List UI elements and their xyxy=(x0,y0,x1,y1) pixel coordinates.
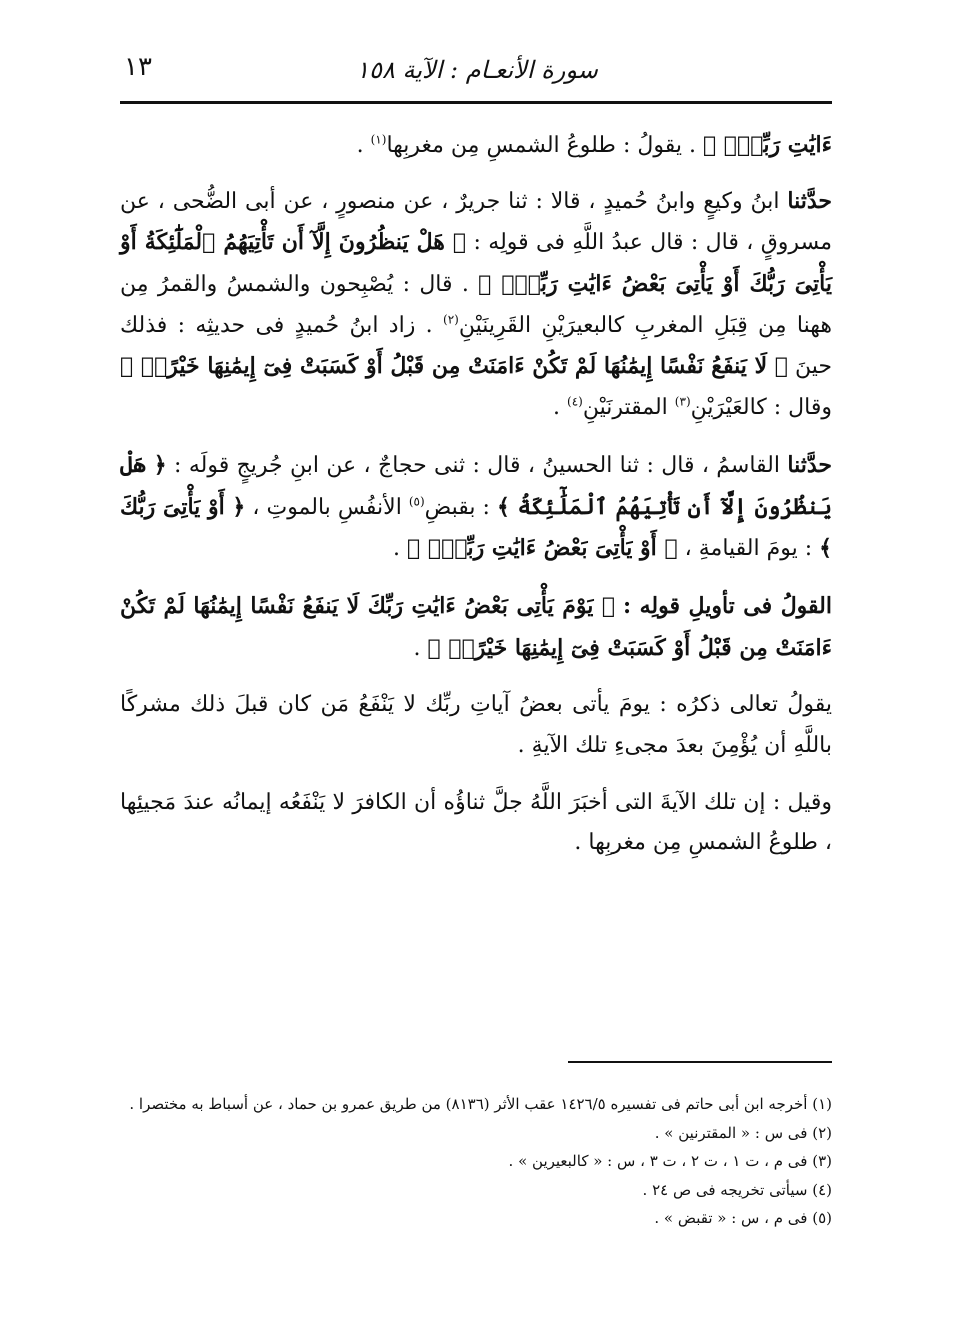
paragraph xyxy=(120,783,832,864)
footnote: (٣) فى م ، ت ١ ، ت ٢ ، ت ٣ ، س : « كالبعيرين » . xyxy=(508,1152,832,1170)
text-run: . يقولُ : طلوعُ الشمسِ مِن مغربِها xyxy=(386,133,703,158)
text-run: . xyxy=(553,395,568,421)
footnote-separator xyxy=(568,1061,832,1063)
footnote-marker: (٥) xyxy=(408,494,425,509)
text-run: وقال : كالعَيْرَيْنِ xyxy=(690,395,832,421)
text-run: . xyxy=(413,635,428,661)
paragraph-lead: القولُ فى تأويلِ قولِه : xyxy=(622,592,832,619)
paragraph xyxy=(120,181,832,429)
paragraph-lead: حدَّثنا xyxy=(787,187,832,214)
quran-quote: ﴿ أَوْ يَأْتِىَ بَعْضُ ءَايَٰتِ رَبِّكَۗ ﴾ xyxy=(407,535,678,562)
text-run: : يومَ القيامةِ ، xyxy=(677,536,820,562)
footnote-marker: (٢) xyxy=(443,312,459,327)
running-title: سورة الأنعـام : الآية ١٥٨ xyxy=(356,56,598,84)
footnote: (٢) فى س : « المقترنين » . xyxy=(654,1123,832,1142)
footnote: (١) أخرجه ابن أبى حاتم فى تفسيره ١٤٢٦/٥ عقب الأثر (٨١٣٦) من طريق عمرو بن حماد ، عن أسباط به مختصرا . xyxy=(129,1095,832,1113)
paragraph xyxy=(120,586,832,669)
text-run: وقيل : إن تلك الآيةَ التى أخبَرَ اللَّهُ جلَّ ثناؤُه أن الكافرَ لا يَنْفَعُه إيمانُه عندَ مَجيئِها ، طلوعُ الشمسِ مِن مغربِها . xyxy=(120,789,832,856)
footnote-marker: (٣) xyxy=(674,394,691,409)
footnote: (٥) فى م ، س : « تقبض » . xyxy=(654,1209,832,1227)
header-rule xyxy=(120,101,832,104)
quran-quote: ﴿ هَلْ يَنظُرُونَ إِلَّآ أَن تَأْتِيَهُمُ ٱلْمَلَٰٓئِكَةُ ﴾ xyxy=(120,451,832,520)
text-run: : بقبضِ xyxy=(424,494,497,520)
footnote-marker: (١) xyxy=(370,132,387,147)
text-run: القاسمُ ، قال : ثنا الحسينُ ، قال : ثنى حجاجٌ ، عن ابنِ جُريجٍ قولَه : xyxy=(166,452,788,478)
paragraph-lead: حدَّثنا xyxy=(787,451,832,478)
quran-quote: ﴿ لَا يَنفَعُ نَفْسًا إِيمَٰنُهَا لَمْ تَكُنْ ءَامَنَتْ مِن قَبْلُ أَوْ كَسَبَتْ فِىٓ إِيمَٰنِهَا خَيْرًاۗ ﴾ xyxy=(120,353,788,380)
quran-quote: ﴿ هَلْ يَنظُرُونَ إِلَّآ أَن تَأْتِيَهُمُ ٱلْمَلَٰٓئِكَةُ أَوْ يَأْتِىَ رَبُّكَ أَوْ يَأْتِىَ بَعْضُ ءَايَٰتِ رَبِّكَۗ ﴾ xyxy=(120,229,832,298)
text-run: المقترنَيْنِ xyxy=(582,395,675,421)
footnote-marker: (٤) xyxy=(567,394,583,409)
quran-quote: ﴿ أَوْ يَأْتِىَ رَبُّكَ ﴾ xyxy=(120,493,832,562)
quran-quote: ءَايَٰتِ رَبِّكَۗ ﴾ xyxy=(702,132,832,158)
text-run: الأنفُسِ بالموتِ ، xyxy=(245,494,409,520)
main-text xyxy=(120,125,832,880)
paragraph xyxy=(120,125,832,167)
footnotes xyxy=(120,1090,832,1233)
footnote: (٤) سيأتى تخريجه فى ص ٢٤ . xyxy=(642,1180,832,1199)
text-run: . xyxy=(356,133,371,158)
running-header xyxy=(120,50,834,100)
page-number: ١٣ xyxy=(124,52,152,82)
text-run: ابنُ وكيعٍ وابنُ حُميدٍ ، قالا : ثنا جريرٌ ، عن منصورٍ ، عن أبى الضُّحى ، عن مسروقٍ ، قال : قال عبدُ اللَّهِ فى قولِه : xyxy=(120,188,832,256)
text-run: . قال : يُصْبِحون والشمسُ والقمرُ مِن ههنا مِن قِبَلِ المغربِ كالبعيرَيْنِ القَرِينَيْنِ xyxy=(120,272,833,338)
paragraph xyxy=(120,445,832,570)
text-run xyxy=(615,594,623,619)
text-run: . زاد ابنُ حُميدٍ فى حديثِه : فذلك حينَ xyxy=(120,312,832,380)
quran-quote: ﴿ يَوْمَ يَأْتِى بَعْضُ ءَايَٰتِ رَبِّكَ لَا يَنفَعُ نَفْسًا إِيمَٰنُهَا لَمْ تَكُنْ ءَامَنَتْ مِن قَبْلُ أَوْ كَسَبَتْ فِىٓ إِيمَٰنِهَا خَيْرًاۗ ﴾ xyxy=(120,592,832,661)
text-run: . xyxy=(393,536,408,562)
text-run: يقولُ تعالى ذكرُه : يومَ يأتى بعضُ آياتِ ربِّك لا يَنْفَعُ مَن كان قبلَ ذلك مشركًا باللَّهِ أن يُؤْمِنَ بعدَ مجىءِ تلك الآيةِ . xyxy=(120,692,832,758)
paragraph xyxy=(120,685,832,766)
